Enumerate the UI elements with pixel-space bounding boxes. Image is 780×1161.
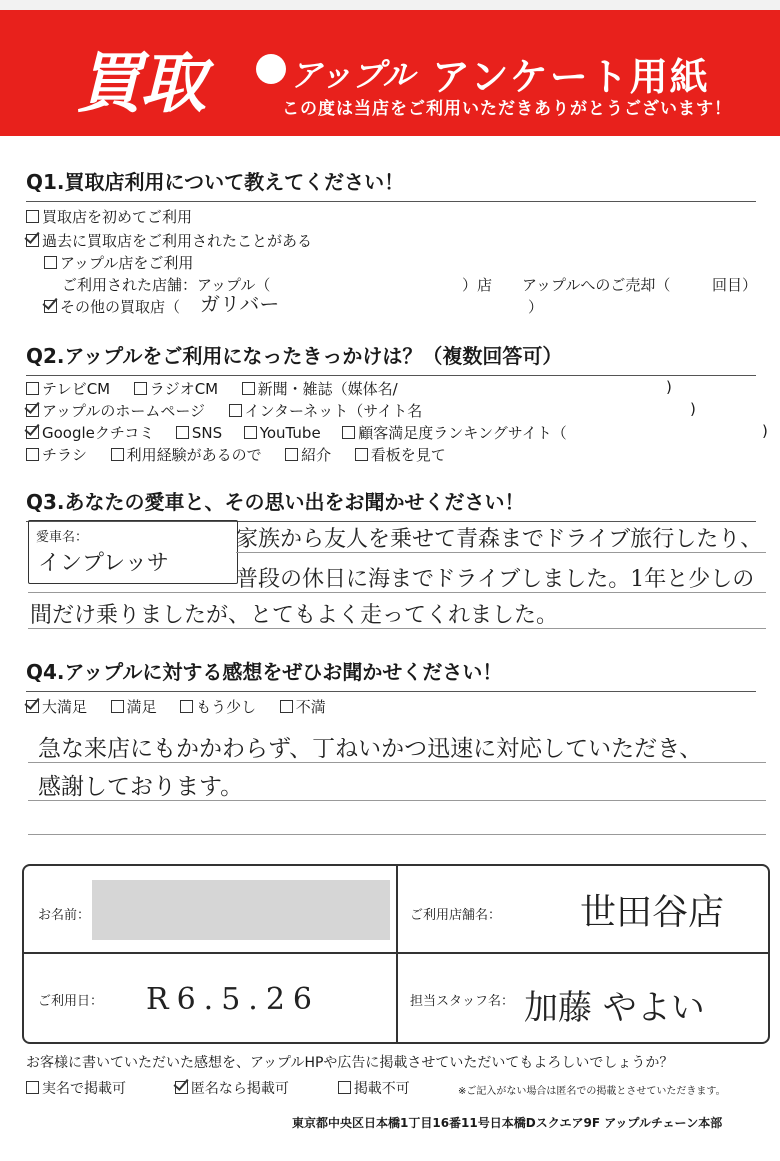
- checkbox[interactable]: [111, 448, 124, 461]
- q1-other-shop-handwritten: ガリバー: [200, 292, 280, 316]
- checkbox[interactable]: [285, 448, 298, 461]
- memory-line-1: 家族から友人を乗せて青森までドライブ旅行したり、: [236, 527, 763, 552]
- checkbox[interactable]: [134, 382, 147, 395]
- checkbox[interactable]: [280, 700, 293, 713]
- kaitori-logo-text: 買取: [76, 45, 204, 122]
- date-label: ご利用日：: [38, 994, 104, 1009]
- q1-title: Q1.買取店利用について教えてください！: [26, 166, 756, 202]
- comment-line-2: 感謝しております。: [38, 774, 244, 800]
- date-value: R6.5.26: [146, 982, 321, 1017]
- checkbox[interactable]: [244, 426, 257, 439]
- q1-option-apple[interactable]: アップル店をご利用: [44, 252, 193, 273]
- q2-row4: チラシ 利用経験があるので 紹介 看板を見て: [26, 444, 446, 465]
- q1-option-first-time[interactable]: 買取店を初めてご利用: [26, 206, 192, 227]
- checkbox-checked[interactable]: [26, 404, 39, 417]
- q2-row2: アップルのホームページ インターネット（サイト名: [26, 400, 422, 421]
- checkbox[interactable]: [44, 256, 57, 269]
- q1-store-suffix: ）店: [462, 276, 493, 294]
- q2-row1-end: ): [666, 378, 672, 396]
- q2-title: Q2.アップルをご利用になったきっかけは？（複数回答可）: [26, 340, 756, 376]
- checkbox[interactable]: [111, 700, 124, 713]
- q2-row2-end: ): [690, 400, 696, 418]
- info-divider-vertical: [396, 866, 398, 1042]
- checkbox[interactable]: [180, 700, 193, 713]
- footer-address: 東京都中央区日本橋1丁目16番11号日本橋Dスクエア9F アップルチェーン本部: [292, 1116, 723, 1130]
- apple-logo-icon: [256, 54, 286, 84]
- memory-line-3: 間だけ乗りましたが、とてもよく走ってくれました。: [30, 603, 559, 628]
- checkbox[interactable]: [176, 426, 189, 439]
- q1-other-suffix: ）: [528, 298, 544, 316]
- writing-rule: [28, 834, 766, 835]
- writing-rule: [236, 552, 766, 553]
- memory-line-2: 普段の休日に海までドライブしました。1年と少しの: [236, 567, 755, 592]
- checkbox-checked[interactable]: [26, 234, 39, 247]
- consent-question: お客様に書いていただいた感想を、アップルHPや広告に掲載させていただいてもよろしいでしょうか？: [26, 1055, 674, 1071]
- q1-store-label: ご利用された店舗：アップル（: [62, 276, 271, 294]
- checkbox[interactable]: [229, 404, 242, 417]
- q3-title: Q3.あなたの愛車と、その思い出をお聞かせください！: [26, 486, 756, 522]
- car-name-handwritten: インプレッサ: [38, 551, 169, 576]
- staff-label: 担当スタッフ名：: [410, 994, 515, 1009]
- checkbox-checked[interactable]: [26, 700, 39, 713]
- checkbox-checked[interactable]: [26, 426, 39, 439]
- checkbox[interactable]: [242, 382, 255, 395]
- store-value: 世田谷店: [580, 892, 725, 933]
- q1-option-other[interactable]: その他の買取店（: [44, 296, 180, 317]
- q1-sales-label: アップルへのご売却（: [522, 276, 671, 294]
- checkbox-checked[interactable]: [175, 1081, 188, 1094]
- comment-line-1: 急な来店にもかかわらず、丁ねいかつ迅速に対応していただき、: [38, 736, 703, 762]
- brand-name: アップル: [290, 56, 415, 94]
- staff-value: 加藤 やよい: [524, 988, 705, 1028]
- writing-rule: [28, 592, 766, 593]
- checkbox[interactable]: [338, 1081, 351, 1094]
- name-redacted: [92, 880, 390, 940]
- store-label: ご利用店舗名：: [410, 908, 502, 923]
- checkbox[interactable]: [342, 426, 355, 439]
- checkbox[interactable]: [26, 448, 39, 461]
- name-label: お名前：: [38, 908, 91, 923]
- checkbox[interactable]: [26, 1081, 39, 1094]
- checkbox[interactable]: [26, 210, 39, 223]
- checkbox[interactable]: [355, 448, 368, 461]
- info-divider-horizontal: [24, 952, 768, 954]
- writing-rule: [28, 800, 766, 801]
- q2-row3-end: ): [762, 422, 768, 440]
- consent-note: ※ご記入がない場合は匿名での掲載とさせていただきます。: [458, 1086, 726, 1097]
- header-top-strip: [0, 0, 780, 10]
- checkbox-checked[interactable]: [44, 300, 57, 313]
- thanks-message: この度は当店をご利用いただきありがとうございます！: [282, 99, 732, 119]
- q2-row3: Googleクチコミ SNS YouTube 顧客満足度ランキングサイト（: [26, 422, 567, 443]
- q2-row1: テレビCM ラジオCM 新聞・雑誌（媒体名/: [26, 378, 398, 399]
- car-name-label: 愛車名：: [36, 530, 89, 545]
- q4-options: 大満足 満足 もう少し 不満: [26, 696, 326, 717]
- q4-title: Q4.アップルに対する感想をぜひお聞かせください！: [26, 656, 756, 692]
- q1-option-used-before[interactable]: 過去に買取店をご利用されたことがある: [26, 230, 312, 251]
- writing-rule: [28, 628, 766, 629]
- checkbox[interactable]: [26, 382, 39, 395]
- q1-sales-suffix: 回目）: [712, 276, 758, 294]
- consent-options: 実名で掲載可 匿名なら掲載可 掲載不可: [26, 1078, 410, 1098]
- writing-rule: [28, 762, 766, 763]
- survey-title: アンケート用紙: [432, 55, 710, 99]
